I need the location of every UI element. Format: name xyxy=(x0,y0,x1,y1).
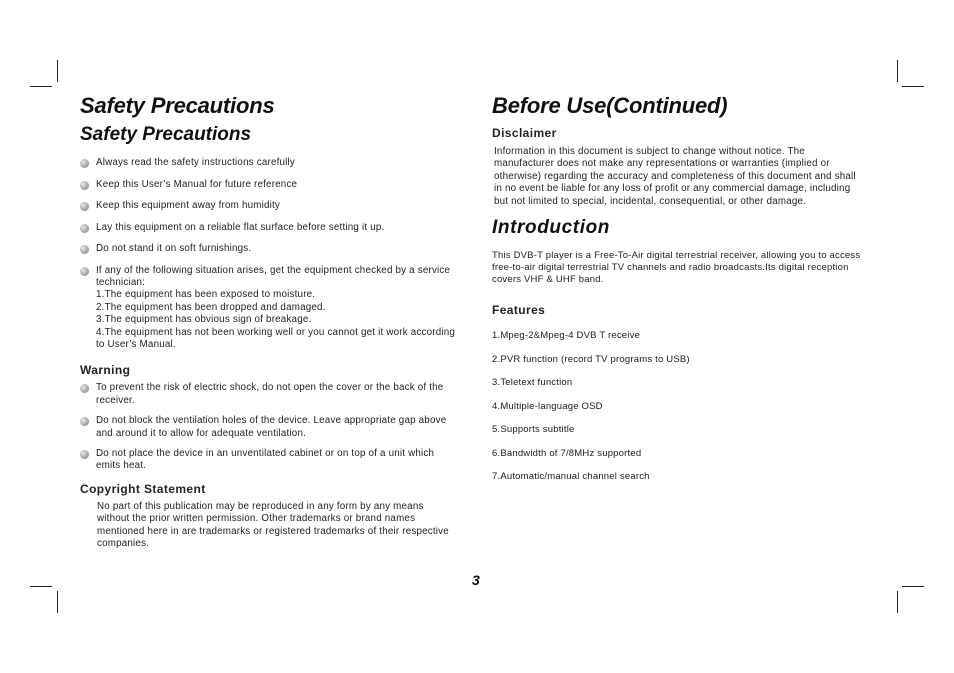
bullet-icon xyxy=(80,224,89,233)
copyright-text: No part of this publication may be reproduced in any form by any means without the prior written permission. Other trademarks or brand names mentioned here in are trademarks or registered trademarks of their respective companies. xyxy=(97,500,449,549)
warning-title: Warning xyxy=(80,363,131,378)
list-item: Always read the safety instructions carefully xyxy=(80,157,460,179)
warning-list xyxy=(80,382,460,472)
list-item: Do not stand it on soft furnishings. xyxy=(80,243,460,265)
feature-item: 1.Mpeg-2&Mpeg-4 DVB T receive xyxy=(492,330,641,342)
situation-item: 4.The equipment has not been working well or you cannot get it work according to User’s Manual. xyxy=(96,326,456,350)
crop-mark xyxy=(897,60,898,82)
situation-item: 1.The equipment has been exposed to moisture. xyxy=(96,289,316,301)
section-title-safety: Safety Precautions xyxy=(80,124,252,145)
bullet-icon xyxy=(80,417,89,426)
features-title: Features xyxy=(492,303,546,318)
page-number: 3 xyxy=(472,572,480,588)
section-title-introduction: Introduction xyxy=(492,217,611,239)
feature-item: 6.Bandwidth of 7/8MHz supported xyxy=(492,447,642,459)
bullet-icon xyxy=(80,181,89,190)
right-column xyxy=(492,92,872,482)
feature-item: 5.Supports subtitle xyxy=(492,424,575,436)
feature-item: 7.Automatic/manual channel search xyxy=(492,471,650,483)
crop-mark xyxy=(897,591,898,613)
situation-item: 3.The equipment has obvious sign of breakage. xyxy=(96,314,312,326)
situation-intro: If any of the following situation arises, get the equipment checked by a service technician: xyxy=(96,264,451,288)
list-item: Lay this equipment on a reliable flat surface before setting it up. xyxy=(80,222,460,244)
crop-mark xyxy=(30,86,52,87)
left-column xyxy=(80,92,460,550)
list-item: Keep this User’s Manual for future reference xyxy=(80,179,460,201)
bullet-icon xyxy=(80,450,89,459)
page-title-continued: Before Use(Continued) xyxy=(492,93,728,118)
bullet-icon xyxy=(80,384,89,393)
disclaimer-text: Information in this document is subject to change without notice. The manufacturer does not make any representations or warranties (implied or otherwise) regarding the accuracy and completeness of this document and shall in no event be liable for any loss of profit or any commercial damage, including but not limited to special, incidental, consequential, or other damage. xyxy=(494,146,856,207)
list-item: To prevent the risk of electric shock, do not open the cover or the back of the receiver. xyxy=(80,382,460,407)
crop-mark xyxy=(57,60,58,82)
list-item: Do not place the device in an unventilated cabinet or on top of a unit which emits heat. xyxy=(80,448,460,473)
page-title: Safety Precautions xyxy=(80,93,275,118)
features-list xyxy=(492,330,872,482)
introduction-text: This DVB-T player is a Free-To-Air digital terrestrial receiver, allowing you to access free-to-air digital terrestrial TV channels and radio broadcasts.Its digital reception covers VHF & UHF band. xyxy=(492,250,861,286)
crop-mark xyxy=(57,591,58,613)
feature-item: 2.PVR function (record TV programs to USB) xyxy=(492,353,690,365)
situation-item: 2.The equipment has been dropped and damaged. xyxy=(96,301,326,313)
bullet-icon xyxy=(80,245,89,254)
bullet-icon xyxy=(80,159,89,168)
list-item xyxy=(80,265,460,352)
safety-list xyxy=(80,157,460,351)
list-item: Keep this equipment away from humidity xyxy=(80,200,460,222)
crop-mark xyxy=(902,586,924,587)
crop-mark xyxy=(30,586,52,587)
feature-item: 3.Teletext function xyxy=(492,377,573,389)
bullet-icon xyxy=(80,267,89,276)
crop-mark xyxy=(902,86,924,87)
disclaimer-title: Disclaimer xyxy=(492,126,557,140)
bullet-icon xyxy=(80,202,89,211)
list-item: Do not block the ventilation holes of the device. Leave appropriate gap above and around it to allow for adequate ventilation. xyxy=(80,415,460,440)
feature-item: 4.Multiple-language OSD xyxy=(492,400,603,412)
copyright-title: Copyright Statement xyxy=(80,481,206,496)
